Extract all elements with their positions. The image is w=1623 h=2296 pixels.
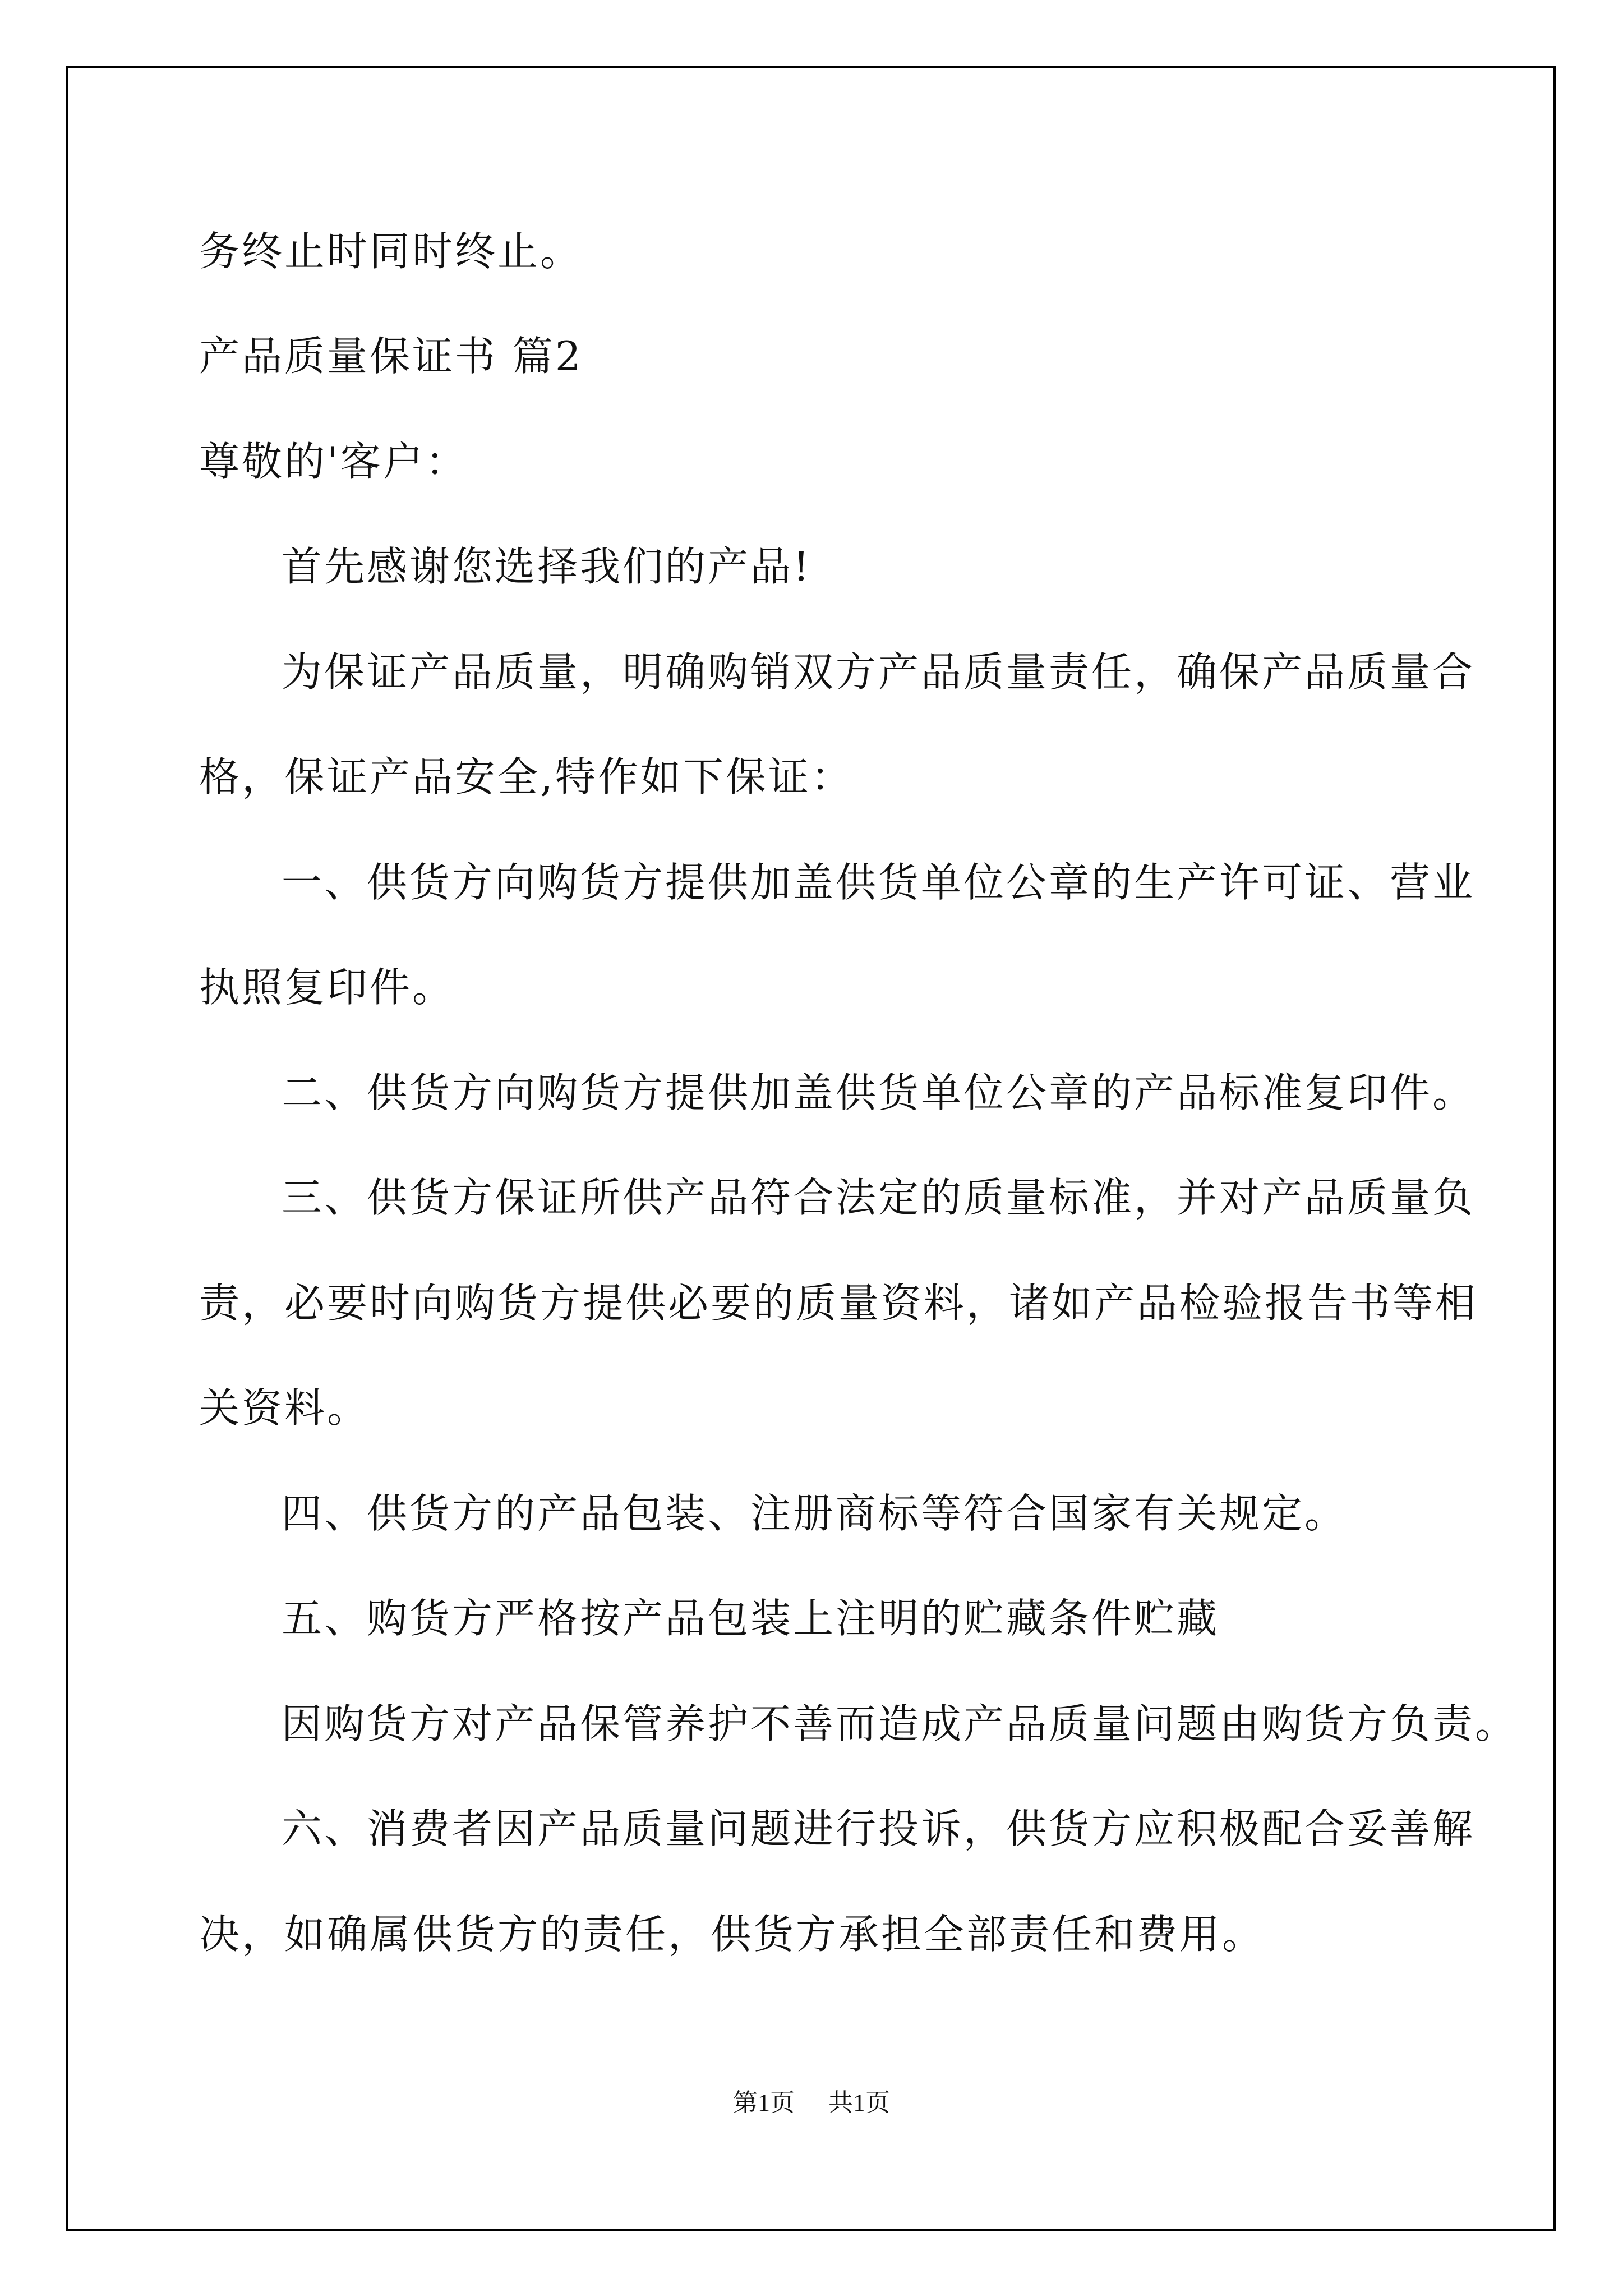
page-border xyxy=(66,66,1556,2231)
text-line: 四、供货方的产品包装、注册商标等符合国家有关规定。 xyxy=(282,1490,1348,1537)
text-line: 一、供货方向购货方提供加盖供货单位公章的生产许可证、营业 xyxy=(282,859,1476,906)
text-line: 因购货方对产品保管养护不善而造成产品质量问题由购货方负责。 xyxy=(282,1700,1518,1747)
page-number-total: 共1页 xyxy=(828,2089,890,2116)
text-line: 二、供货方向购货方提供加盖供货单位公章的产品标准复印件。 xyxy=(282,1069,1476,1116)
text-line: 责，必要时向购货方提供必要的质量资料，诸如产品检验报告书等相 xyxy=(199,1280,1478,1327)
text-line: 执照复印件。 xyxy=(199,964,455,1011)
text-line: 五、购货方严格按产品包装上注明的贮藏条件贮藏 xyxy=(282,1595,1220,1642)
section-heading: 产品质量保证书 篇2 xyxy=(199,333,583,380)
text-line: 格，保证产品安全,特作如下保证： xyxy=(199,753,854,800)
text-line: 为保证产品质量，明确购销双方产品质量责任，确保产品质量合 xyxy=(282,648,1476,696)
text-line: 关资料。 xyxy=(199,1384,370,1432)
page-number-current: 第1页 xyxy=(733,2089,795,2116)
text-line: 务终止时同时终止。 xyxy=(199,228,583,275)
salutation: 尊敬的'客户： xyxy=(199,438,468,485)
text-line: 首先感谢您选择我们的产品! xyxy=(282,543,811,590)
text-line: 六、消费者因产品质量问题进行投诉，供货方应积极配合妥善解 xyxy=(282,1805,1476,1852)
page-footer xyxy=(0,2082,1623,2118)
text-line: 三、供货方保证所供产品符合法定的质量标准，并对产品质量负 xyxy=(282,1174,1476,1221)
text-line: 决，如确属供货方的责任，供货方承担全部责任和费用。 xyxy=(199,1911,1265,1958)
